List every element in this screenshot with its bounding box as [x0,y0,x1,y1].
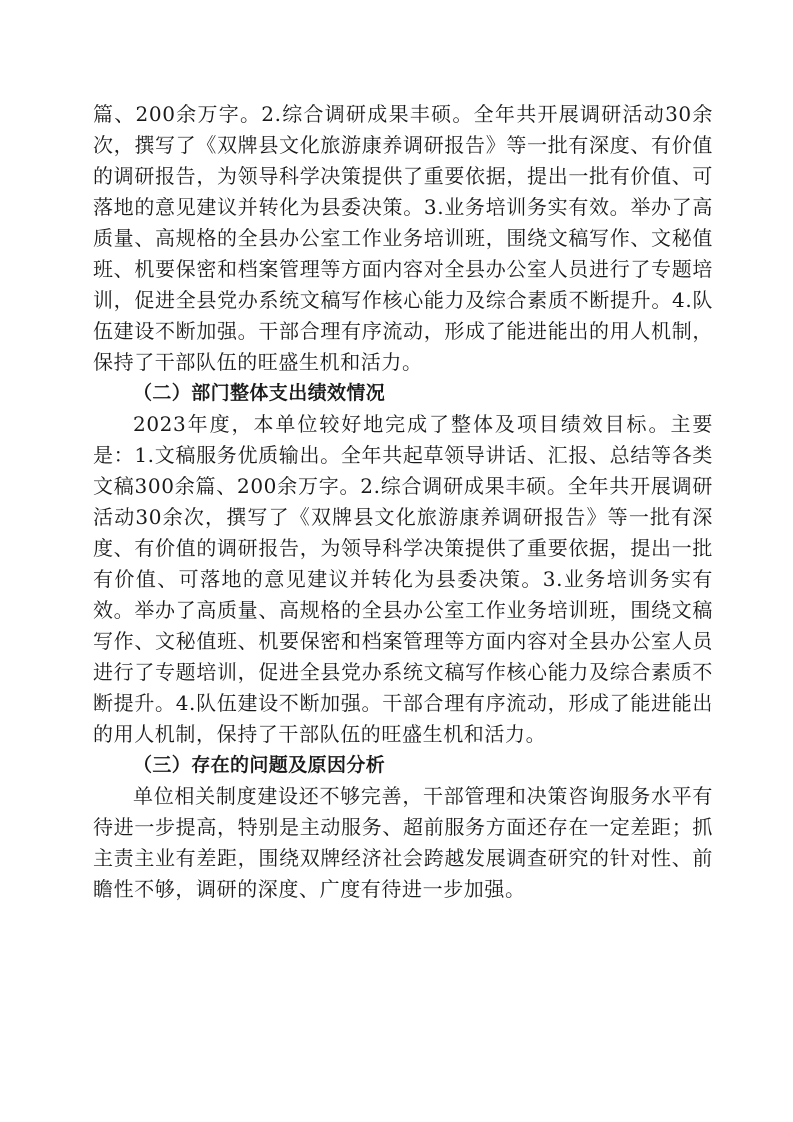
document-body [93,99,713,905]
problems-analysis-paragraph: 单位相关制度建设还不够完善，干部管理和决策咨询服务水平有待进一步提高，特别是主动服务、超前服务方面还存在一定差距；抓主责主业有差距，围绕双牌经济社会跨越发展调查研究的针对性、前瞻性不够，调研的深度、广度有待进一步加强。 [93,784,713,901]
overall-expenditure-paragraph: 2023年度，本单位较好地完成了整体及项目绩效目标。主要是：1.文稿服务优质输出。全年共起草领导讲话、汇报、总结等各类文稿300余篇、200余万字。2.综合调研成果丰硕。全年共开展调研活动30余次，撰写了《双牌县文化旅游康养调研报告》等一批有深度、有价值的调研报告，为领导科学决策提供了重要依据，提出一批有价值、可落地的意见建议并转化为县委决策。3.业务培训务实有效。举办了高质量、高规格的全县办公室工作业务培训班，围绕文稿写作、文秘值班、机要保密和档案管理等方面内容对全县办公室人员进行了专题培训，促进全县党办系统文稿写作核心能力及综合素质不断提升。4.队伍建设不断加强。干部合理有序流动，形成了能进能出的用人机制，保持了干部队伍的旺盛生机和活力。 [93,412,713,746]
section-heading-overall-expenditure: （二）部门整体支出绩效情况 [133,382,386,404]
section-heading-problems-analysis: （三）存在的问题及原因分析 [133,754,386,776]
continued-paragraph: 篇、200余万字。2.综合调研成果丰硕。全年共开展调研活动30余次，撰写了《双牌县文化旅游康养调研报告》等一批有深度、有价值的调研报告，为领导科学决策提供了重要依据，提出一批有价值、可落地的意见建议并转化为县委决策。3.业务培训务实有效。举办了高质量、高规格的全县办公室工作业务培训班，围绕文稿写作、文秘值班、机要保密和档案管理等方面内容对全县办公室人员进行了专题培训，促进全县党办系统文稿写作核心能力及综合素质不断提升。4.队伍建设不断加强。干部合理有序流动，形成了能进能出的用人机制，保持了干部队伍的旺盛生机和活力。 [93,102,713,374]
